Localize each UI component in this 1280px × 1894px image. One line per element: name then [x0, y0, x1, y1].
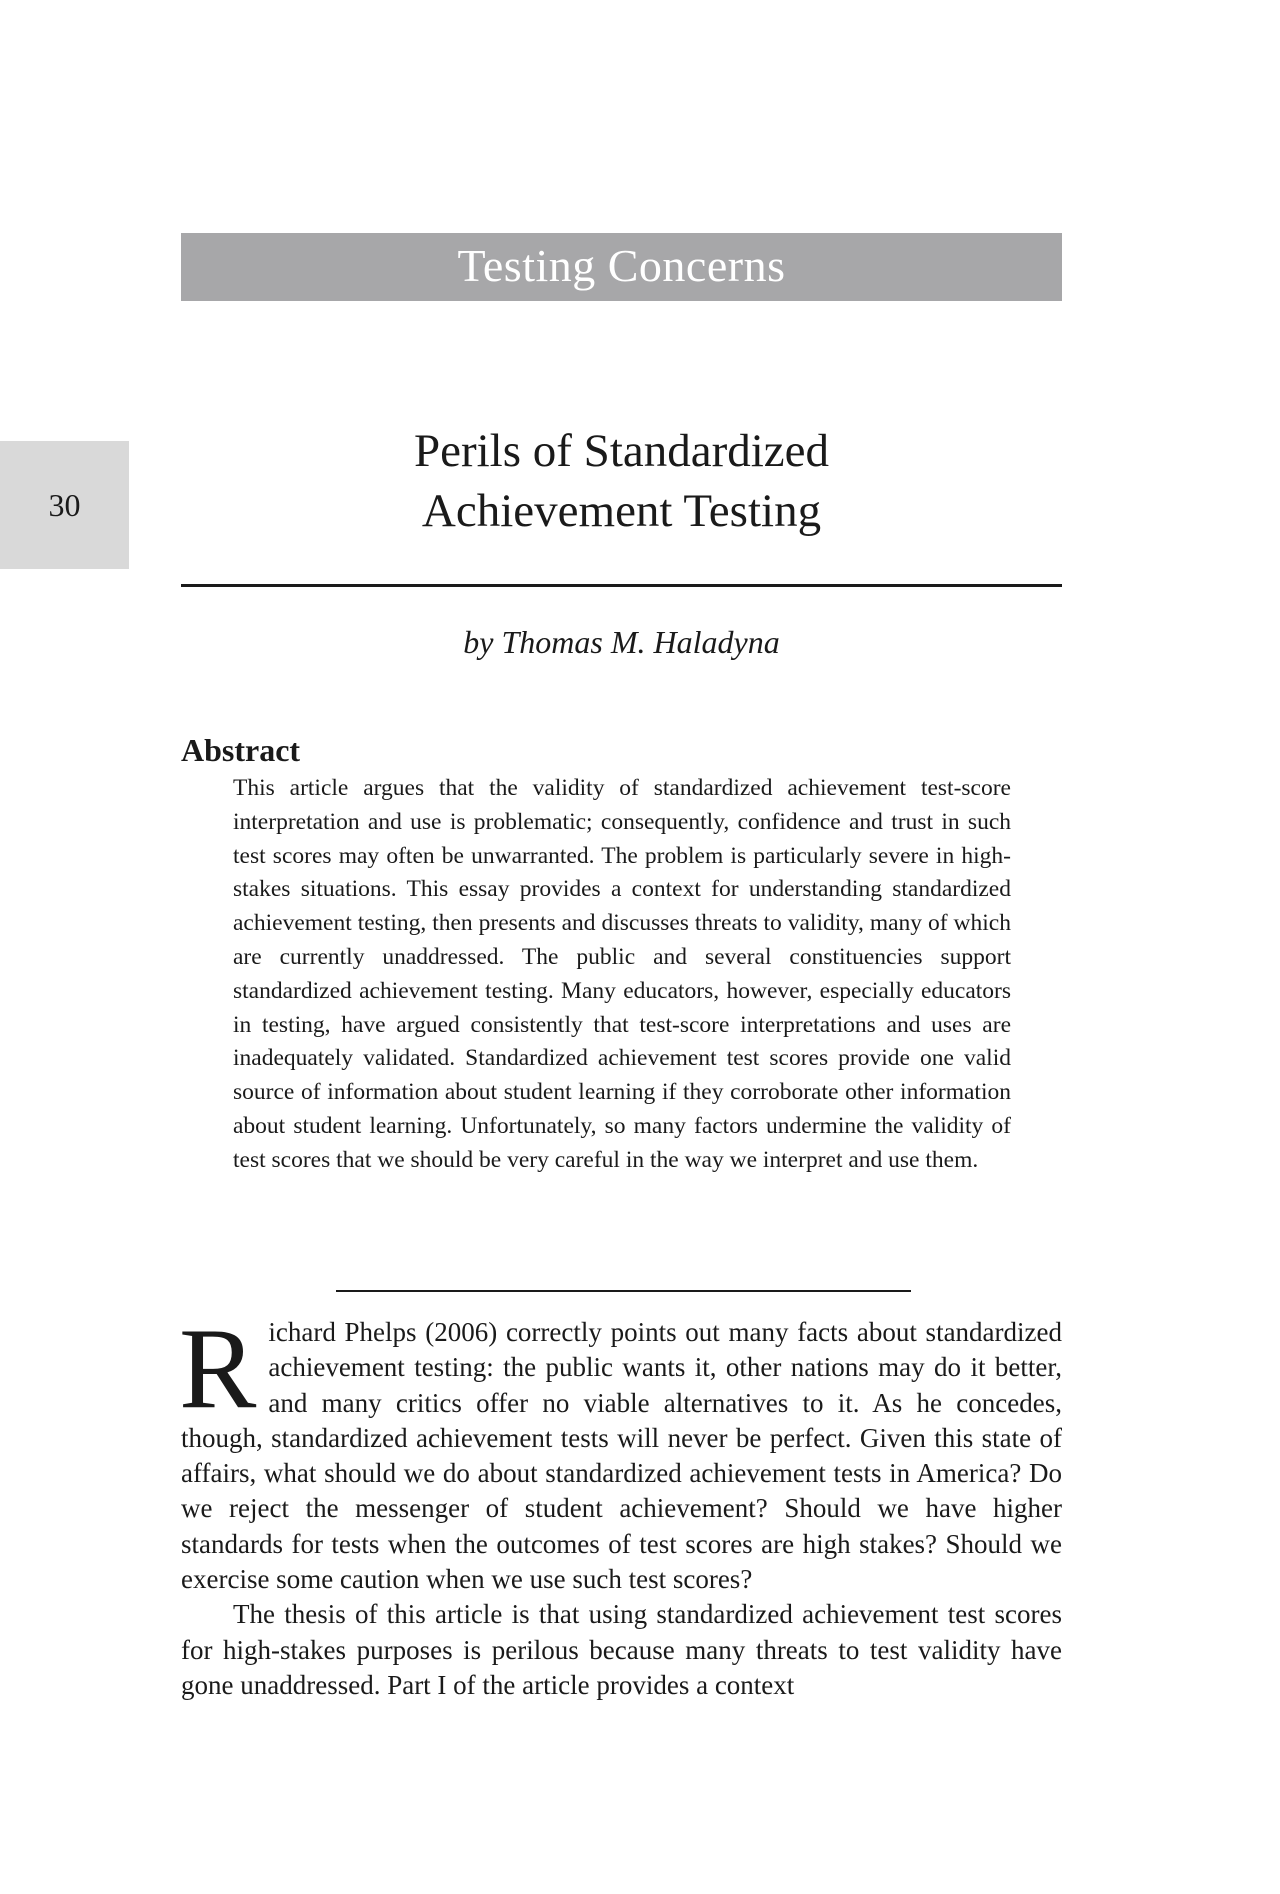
page-number: 30 — [48, 486, 81, 523]
body-paragraph-1 — [179, 1305, 1062, 1597]
page-number-tab — [0, 441, 129, 569]
abstract-heading: Abstract — [181, 732, 301, 768]
abstract-text: This article argues that the validity of standardized achievement test-score interpretation and use is problematic; consequently, confidence and trust in such test scores may often be unwarranted. The problem is particularly severe in high-stakes situations. This essay provides a context for understanding standardized achievement testing, then presents and discusses threats to validity, many of which are currently unaddressed. The public and several constituencies support standardized achievement testing. Many educators, however, especially educators in testing, have argued consistently that test-score interpretations and uses are inadequately validated. Standardized achievement test scores provide one valid source of information about student learning if they corroborate other information about student learning. Unfortunately, so many factors undermine the validity of test scores that we should be very careful in the way we interpret and use them. — [233, 775, 1011, 1173]
article-title-line-2: Achievement Testing — [421, 485, 822, 537]
body-paragraph-2: The thesis of this article is that using standardized achievement test scores for high-stakes purposes is perilous because many threats to test validity have gone unaddressed. Part I of the article provides a context — [181, 1599, 1062, 1700]
body-paragraph-1-text: ichard Phelps (2006) correctly points out many facts about standardized achievement testing: the public wants it, other nations may do it better, and many critics offer no viable alternatives to it. As he concedes, though, standardized achievement tests will never be perfect. Given this state of affairs, what should we do about standardized achievement tests in America? Do we reject the messenger of student achievement? Should we have higher standards for tests when the outcomes of test scores are high stakes? Should we exercise some caution when we use such test scores? — [181, 1317, 1062, 1595]
abstract-divider — [336, 1290, 911, 1292]
article-body — [179, 1305, 1062, 1703]
section-label: Testing Concerns — [457, 240, 786, 291]
article-title-line-1: Perils of Standardized — [413, 425, 830, 477]
title-divider — [181, 584, 1062, 587]
byline: by Thomas M. Haladyna — [463, 624, 780, 660]
article-title — [181, 421, 1062, 541]
section-banner — [181, 233, 1062, 301]
drop-cap: R — [179, 1305, 257, 1433]
